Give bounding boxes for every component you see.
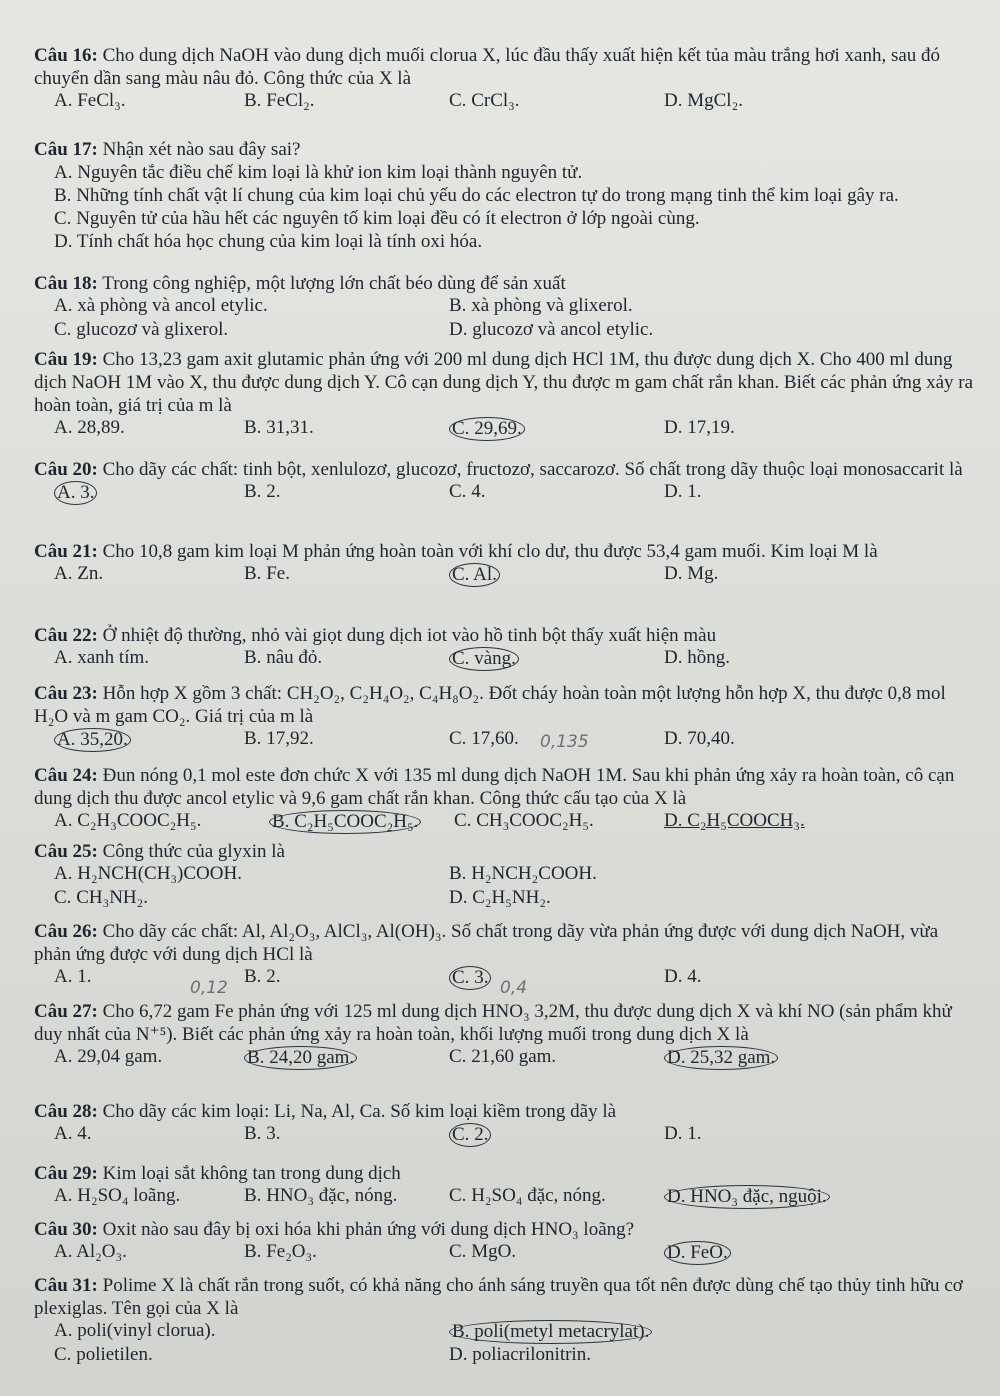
question-label: Câu 18:: [34, 273, 98, 294]
option-a[interactable]: A. H₂SO₄ loãng.: [54, 1185, 181, 1206]
option-letter: D.: [664, 728, 683, 749]
option-letter: D.: [449, 887, 468, 908]
options: [34, 1123, 974, 1147]
question-label: Câu 30:: [34, 1219, 98, 1240]
option-letter: C.: [452, 418, 470, 439]
option-d[interactable]: D. 4.: [664, 966, 702, 987]
option-letter: B.: [244, 90, 262, 111]
handwritten-note: 0,12: [190, 978, 228, 998]
question-stem: Oxit nào sau đây bị oxi hóa khi phản ứng với dung dịch HNO₃ loãng?: [97, 1219, 635, 1240]
option-letter: A.: [54, 1185, 73, 1206]
question-27: [34, 1000, 974, 1070]
option-c[interactable]: C. CH₃NH₂.: [54, 887, 149, 908]
options: [34, 1185, 974, 1209]
question-17: [34, 138, 974, 253]
option-c[interactable]: C. polietilen.: [54, 1344, 153, 1365]
option-letter: D.: [664, 810, 683, 831]
option-letter: D.: [664, 417, 683, 438]
question-20: [34, 458, 974, 505]
options: [34, 1344, 974, 1368]
option-letter: A.: [54, 1241, 73, 1262]
option-letter: B.: [244, 1241, 262, 1262]
option-letter: C.: [452, 648, 470, 669]
option-letter: B.: [452, 1321, 470, 1342]
option-letter: B.: [449, 295, 467, 316]
option-letter: D.: [54, 231, 73, 252]
option-d[interactable]: D. 1.: [664, 481, 702, 502]
question-stem: Cho dãy các chất: tinh bột, xenlulozơ, glucozơ, fructozơ, saccarozơ. Số chất trong dãy thuộc loại monosaccarit là: [97, 459, 963, 480]
option-d[interactable]: D. Tính chất hóa học chung của kim loại là tính oxi hóa.: [54, 231, 483, 252]
option-d[interactable]: D. C₂H₅NH₂.: [449, 887, 551, 908]
options: [34, 90, 974, 114]
option-a[interactable]: A. 4.: [54, 1123, 92, 1144]
option-letter: B.: [54, 185, 72, 206]
option-b[interactable]: B. 2.: [244, 481, 281, 502]
option-b[interactable]: B. 17,92.: [244, 728, 314, 749]
option-a[interactable]: A. Nguyên tắc điều chế kim loại là khử ion kim loại thành nguyên tử.: [54, 162, 583, 183]
options: [34, 887, 974, 911]
options: [34, 417, 974, 441]
question-label: Câu 31:: [34, 1275, 98, 1296]
option-a[interactable]: A. 29,04 gam.: [54, 1046, 163, 1067]
question-28: [34, 1100, 974, 1147]
option-d[interactable]: D. 25,32 gam.: [664, 1046, 778, 1070]
option-letter: D.: [667, 1047, 686, 1068]
option-letter: B.: [244, 481, 262, 502]
option-letter: C.: [54, 1344, 72, 1365]
option-letter: A.: [57, 482, 76, 503]
option-b[interactable]: B. 24,20 gam.: [244, 1046, 357, 1070]
question-label: Câu 22:: [34, 625, 98, 646]
option-b[interactable]: B. HNO₃ đặc, nóng.: [244, 1185, 398, 1206]
option-c[interactable]: C. H₂SO₄ đặc, nóng.: [449, 1185, 606, 1206]
option-d[interactable]: D. C₂H₅COOCH₃.: [664, 810, 805, 831]
option-b[interactable]: B. 31,31.: [244, 417, 314, 438]
question-30: [34, 1218, 974, 1265]
options: [34, 1046, 974, 1070]
option-letter: C.: [449, 728, 467, 749]
option-b[interactable]: B. Fe₂O₃.: [244, 1241, 317, 1262]
option-c[interactable]: C. MgO.: [449, 1241, 517, 1262]
option-a[interactable]: A. xà phòng và ancol etylic.: [54, 295, 268, 316]
option-letter: C.: [54, 887, 72, 908]
option-b[interactable]: B. 2.: [244, 966, 281, 987]
question-31: [34, 1274, 974, 1368]
option-a[interactable]: A. 28,89.: [54, 417, 125, 438]
option-letter: D.: [664, 563, 683, 584]
option-c[interactable]: C. Al.: [449, 563, 500, 587]
option-letter: B.: [244, 1123, 262, 1144]
option-letter: B.: [244, 966, 262, 987]
question-18: [34, 272, 974, 343]
option-letter: C.: [449, 1241, 467, 1262]
option-a[interactable]: A. poli(vinyl clorua).: [54, 1320, 216, 1341]
option-d[interactable]: D. 17,19.: [664, 417, 735, 438]
question-29: [34, 1162, 974, 1209]
option-a[interactable]: A. Al₂O₃.: [54, 1241, 127, 1262]
question-label: Câu 28:: [34, 1101, 98, 1122]
option-letter: C.: [452, 967, 470, 988]
option-letter: A.: [54, 417, 73, 438]
question-16: [34, 44, 974, 114]
question-label: Câu 20:: [34, 459, 98, 480]
option-d[interactable]: D. poliacrilonitrin.: [449, 1344, 591, 1365]
option-letter: A.: [54, 863, 73, 884]
option-letter: C.: [54, 319, 72, 340]
option-c[interactable]: C. 3.: [449, 966, 491, 990]
options: [34, 810, 974, 834]
question-stem: Ở nhiệt độ thường, nhỏ vài giọt dung dịch iot vào hồ tinh bột thấy xuất hiện màu: [97, 625, 717, 646]
option-letter: B.: [247, 1047, 265, 1068]
option-c[interactable]: C. CH₃COOC₂H₅.: [454, 810, 594, 831]
question-stem: Cho 6,72 gam Fe phản ứng với 125 ml dung dịch HNO₃ 3,2M, thu được dung dịch X và khí NO (sản phẩm khử duy nhất của N⁺⁵). Biết các phản ứng xảy ra hoàn toàn, khối lượng muối trong dung dịch X là: [34, 1001, 952, 1045]
option-letter: A.: [54, 1046, 73, 1067]
option-letter: C.: [452, 1124, 470, 1145]
options: [34, 563, 974, 587]
option-letter: B.: [272, 811, 290, 832]
question-19: [34, 348, 974, 441]
question-stem: Kim loại sắt không tan trong dung dịch: [97, 1163, 401, 1184]
question-stem: Nhận xét nào sau đây sai?: [97, 139, 301, 160]
option-letter: B.: [244, 417, 262, 438]
question-label: Câu 17:: [34, 139, 98, 160]
option-b[interactable]: B. Những tính chất vật lí chung của kim loại chủ yếu do các electron tự do trong mạng tinh thể kim loại gây ra.: [54, 185, 899, 206]
option-c[interactable]: C. CrCl₃.: [449, 90, 520, 111]
option-letter: B.: [244, 1185, 262, 1206]
option-letter: D.: [664, 966, 683, 987]
option-c[interactable]: C. 21,60 gam.: [449, 1046, 557, 1067]
option-letter: C.: [454, 810, 472, 831]
question-stem: Hỗn hợp X gồm 3 chất: CH₂O₂, C₂H₄O₂, C₄H₈O₂. Đốt cháy hoàn toàn một lượng hỗn hợp X, thu được 0,8 mol H₂O và m gam CO₂. Giá trị của m là: [34, 683, 946, 727]
option-letter: A.: [54, 1123, 73, 1144]
question-stem: Trong công nghiệp, một lượng lớn chất béo dùng để sản xuất: [97, 273, 566, 294]
option-c[interactable]: C. glucozơ và glixerol.: [54, 319, 229, 340]
option-c[interactable]: C. Nguyên tử của hầu hết các nguyên tố kim loại đều có ít electron ở lớp ngoài cùng.: [54, 208, 700, 229]
option-letter: B.: [244, 728, 262, 749]
option-a[interactable]: A. xanh tím.: [54, 647, 150, 668]
question-label: Câu 27:: [34, 1001, 98, 1022]
option-a[interactable]: A. 3.: [54, 481, 97, 505]
option-a[interactable]: A. 35,20.: [54, 728, 131, 752]
option-letter: D.: [664, 90, 683, 111]
option-letter: A.: [54, 966, 73, 987]
options: [34, 481, 974, 505]
option-letter: D.: [449, 1344, 468, 1365]
question-label: Câu 19:: [34, 349, 98, 370]
question-stem: Công thức của glyxin là: [97, 841, 285, 862]
question-label: Câu 25:: [34, 841, 98, 862]
options: [34, 295, 974, 319]
question-label: Câu 24:: [34, 765, 98, 786]
option-letter: A.: [54, 563, 73, 584]
option-letter: C.: [54, 208, 72, 229]
question-label: Câu 29:: [34, 1163, 98, 1184]
option-letter: B.: [449, 863, 467, 884]
option-d[interactable]: D. FeO.: [664, 1241, 731, 1265]
option-letter: C.: [449, 1185, 467, 1206]
question-label: Câu 21:: [34, 541, 98, 562]
question-label: Câu 23:: [34, 683, 98, 704]
option-letter: A.: [54, 647, 73, 668]
question-23: [34, 682, 974, 752]
option-c[interactable]: C. vàng.: [449, 647, 519, 671]
option-a[interactable]: A. H₂NCH(CH₃)COOH.: [54, 863, 242, 884]
question-stem: Đun nóng 0,1 mol este đơn chức X với 135 ml dung dịch NaOH 1M. Sau khi phản ứng xảy ra hoàn toàn, cô cạn dung dịch thu được ancol etylic và 9,6 gam chất rắn khan. Công thức cấu tạo của X là: [34, 765, 955, 809]
options: [34, 1241, 974, 1265]
option-a[interactable]: A. C₂H₃COOC₂H₅.: [54, 810, 202, 831]
option-b[interactable]: B. C₂H₅COOC₂H₅.: [269, 810, 421, 834]
handwritten-note: 0,135: [540, 732, 589, 752]
option-b[interactable]: B. 3.: [244, 1123, 281, 1144]
option-letter: A.: [54, 295, 73, 316]
option-a[interactable]: A. Zn.: [54, 563, 104, 584]
question-label: Câu 16:: [34, 45, 98, 66]
option-letter: D.: [449, 319, 468, 340]
option-letter: C.: [452, 564, 470, 585]
options: [34, 647, 974, 671]
option-letter: A.: [54, 1320, 73, 1341]
option-letter: D.: [664, 647, 683, 668]
option-letter: B.: [244, 563, 262, 584]
option-c[interactable]: C. 29,69.: [449, 417, 525, 441]
option-d[interactable]: D. MgCl₂.: [664, 90, 743, 111]
question-stem: Cho dãy các chất: Al, Al₂O₃, AlCl₃, Al(OH)₃. Số chất trong dãy vừa phản ứng được với dung dịch NaOH, vừa phản ứng được với dung dịch HCl là: [34, 921, 939, 965]
option-letter: C.: [449, 90, 467, 111]
question-24: [34, 764, 974, 834]
question-label: Câu 26:: [34, 921, 98, 942]
question-22: [34, 624, 974, 671]
option-letter: D.: [667, 1186, 686, 1207]
options: [34, 1320, 974, 1344]
option-b[interactable]: B. Fe.: [244, 563, 290, 584]
option-c[interactable]: C. 2.: [449, 1123, 491, 1147]
question-stem: Polime X là chất rắn trong suốt, có khả năng cho ánh sáng truyền qua tốt nên được dùng chế tạo thủy tinh hữu cơ plexiglas. Tên gọi của X là: [34, 1275, 963, 1319]
option-letter: A.: [54, 162, 73, 183]
option-letter: C.: [449, 481, 467, 502]
option-d[interactable]: D. HNO₃ đặc, nguội.: [664, 1185, 830, 1209]
option-b[interactable]: B. H₂NCH₂COOH.: [449, 863, 597, 884]
option-letter: A.: [57, 729, 76, 750]
question-stem: Cho dãy các kim loại: Li, Na, Al, Ca. Số kim loại kiềm trong dãy là: [97, 1101, 617, 1122]
option-letter: A.: [54, 90, 73, 111]
option-d[interactable]: D. 1.: [664, 1123, 702, 1144]
option-c[interactable]: C. 4.: [449, 481, 486, 502]
option-d[interactable]: D. glucozơ và ancol etylic.: [449, 319, 654, 340]
options: [34, 319, 974, 343]
option-c[interactable]: C. 17,60.: [449, 728, 519, 749]
question-25: [34, 840, 974, 911]
handwritten-note: 0,4: [500, 978, 528, 998]
option-d[interactable]: D. 70,40.: [664, 728, 735, 749]
question-stem: Cho 13,23 gam axit glutamic phản ứng với 200 ml dung dịch HCl 1M, thu được dung dịch X. Cho 400 ml dung dịch NaOH 1M vào X, thu được dung dịch Y. Cô cạn dung dịch Y, thu được m gam chất rắn khan. Biết các phản ứng xảy ra hoàn toàn, giá trị của m là: [34, 349, 974, 416]
option-d[interactable]: D. Mg.: [664, 563, 719, 584]
question-stem: Cho dung dịch NaOH vào dung dịch muối clorua X, lúc đầu thấy xuất hiện kết tủa màu trắng hơi xanh, sau đó chuyển dần sang màu nâu đỏ. Công thức của X là: [34, 45, 941, 89]
options: [34, 728, 974, 752]
option-a[interactable]: A. 1.: [54, 966, 92, 987]
option-letter: C.: [449, 1046, 467, 1067]
options: [34, 863, 974, 887]
option-b[interactable]: B. poli(metyl metacrylat).: [449, 1320, 652, 1344]
option-d[interactable]: D. hồng.: [664, 647, 730, 668]
option-letter: B.: [244, 647, 262, 668]
option-b[interactable]: B. nâu đỏ.: [244, 647, 323, 668]
question-21: [34, 540, 974, 587]
question-stem: Cho 10,8 gam kim loại M phản ứng hoàn toàn với khí clo dư, thu được 53,4 gam muối. Kim loại M là: [97, 541, 878, 562]
option-letter: D.: [667, 1242, 686, 1263]
option-letter: D.: [664, 481, 683, 502]
option-b[interactable]: B. FeCl₂.: [244, 90, 315, 111]
option-b[interactable]: B. xà phòng và glixerol.: [449, 295, 633, 316]
options: [34, 161, 974, 253]
option-letter: D.: [664, 1123, 683, 1144]
option-letter: A.: [54, 810, 73, 831]
option-a[interactable]: A. FeCl₃.: [54, 90, 126, 111]
